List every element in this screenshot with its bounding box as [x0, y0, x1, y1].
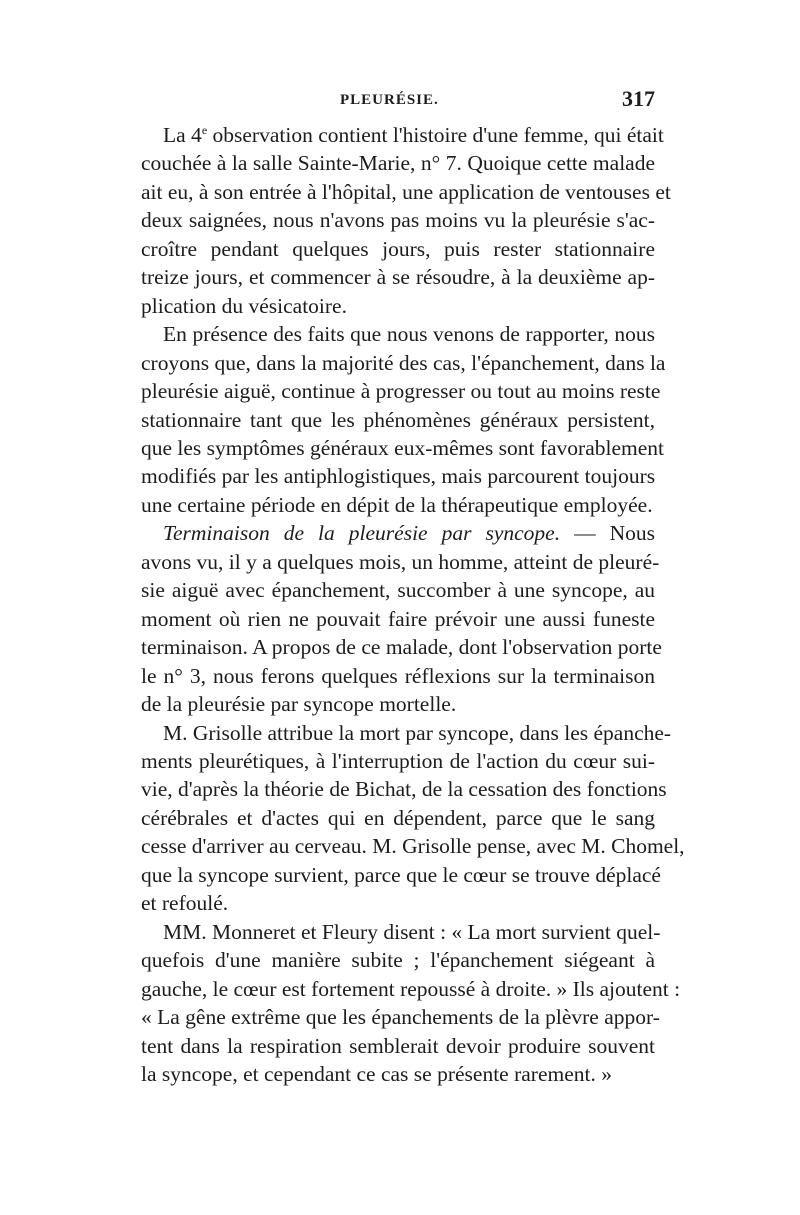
running-head: PLEURÉSIE.: [340, 92, 439, 108]
text-line: MM. Monneret et Fleury disent : « La mort survient quel-: [163, 919, 661, 944]
text-line: « La gêne extrême que les épanchements de la plèvre appor-: [141, 1005, 660, 1030]
paragraph: [141, 320, 666, 519]
paragraph: [141, 121, 671, 320]
text-line: gauche, le cœur est fortement repoussé à droite. » Ils ajoutent :: [141, 976, 681, 1001]
text-line: M. Grisolle attribue la mort par syncope, dans les épanche-: [163, 720, 672, 745]
text-line: tent dans la respiration semblerait devoir produire souvent: [141, 1033, 655, 1058]
text-line: cesse d'arriver au cerveau. M. Grisolle pense, avec M. Chomel,: [141, 834, 685, 859]
text-line: croître pendant quelques jours, puis rester stationnaire: [141, 236, 655, 261]
paragraph: [141, 719, 685, 918]
text-line: que les symptômes généraux eux-mêmes sont favorablement: [141, 435, 665, 460]
text-line: que la syncope survient, parce que le cœur se trouve déplacé: [141, 862, 661, 887]
text-line: quefois d'une manière subite ; l'épanchement siégeant à: [141, 948, 655, 973]
text-line: ait eu, à son entrée à l'hôpital, une application de ventouses et: [141, 179, 671, 204]
text-line: Terminaison de la pleurésie par syncope. — Nous: [163, 521, 656, 546]
text-line: moment où rien ne pouvait faire prévoir une aussi funeste: [141, 606, 655, 631]
text-line: stationnaire tant que les phénomènes généraux persistent,: [141, 407, 655, 432]
text-line: couchée à la salle Sainte-Marie, n° 7. Quoique cette malade: [141, 151, 655, 176]
text-line: une certaine période en dépit de la thérapeutique employée.: [141, 492, 653, 517]
section-heading: Terminaison de la pleurésie par syncope.: [163, 521, 561, 546]
paragraph: [141, 519, 662, 718]
text-line: plication du vésicatoire.: [141, 293, 347, 318]
text-line: et refoulé.: [141, 891, 229, 916]
text-line: cérébrales et d'actes qui en dépendent, parce que le sang: [141, 805, 655, 830]
text-line: terminaison. A propos de ce malade, dont l'observation porte: [141, 635, 662, 660]
text-line: le n° 3, nous ferons quelques réflexions sur la terminaison: [141, 663, 655, 688]
text-line: avons vu, il y a quelques mois, un homme, atteint de pleuré-: [141, 549, 660, 574]
paragraph: [141, 918, 681, 1089]
text-line: la syncope, et cependant ce cas se présente rarement. »: [141, 1061, 612, 1086]
text-line: ments pleurétiques, à l'interruption de l'action du cœur sui-: [141, 748, 655, 773]
text-line: En présence des faits que nous venons de rapporter, nous: [163, 322, 655, 347]
text-line: croyons que, dans la majorité des cas, l'épanchement, dans la: [141, 350, 666, 375]
text-line: modifiés par les antiphlogistiques, mais parcourent toujours: [141, 464, 656, 489]
text-line: vie, d'après la théorie de Bichat, de la cessation des fonctions: [141, 777, 667, 802]
page-header: [140, 86, 655, 116]
text-line: La 4e observation contient l'histoire d'une femme, qui était: [163, 123, 664, 147]
page-number: 317: [622, 86, 655, 111]
text-line: de la pleurésie par syncope mortelle.: [141, 692, 457, 717]
text-line: treize jours, et commencer à se résoudre, à la deuxième ap-: [141, 265, 655, 290]
text-line: pleurésie aiguë, continue à progresser ou tout au moins reste: [141, 379, 661, 404]
body-text: [141, 121, 685, 1088]
text-line: deux saignées, nous n'avons pas moins vu la pleurésie s'ac-: [141, 208, 655, 233]
text-line: sie aiguë avec épanchement, succomber à une syncope, au: [141, 578, 655, 603]
